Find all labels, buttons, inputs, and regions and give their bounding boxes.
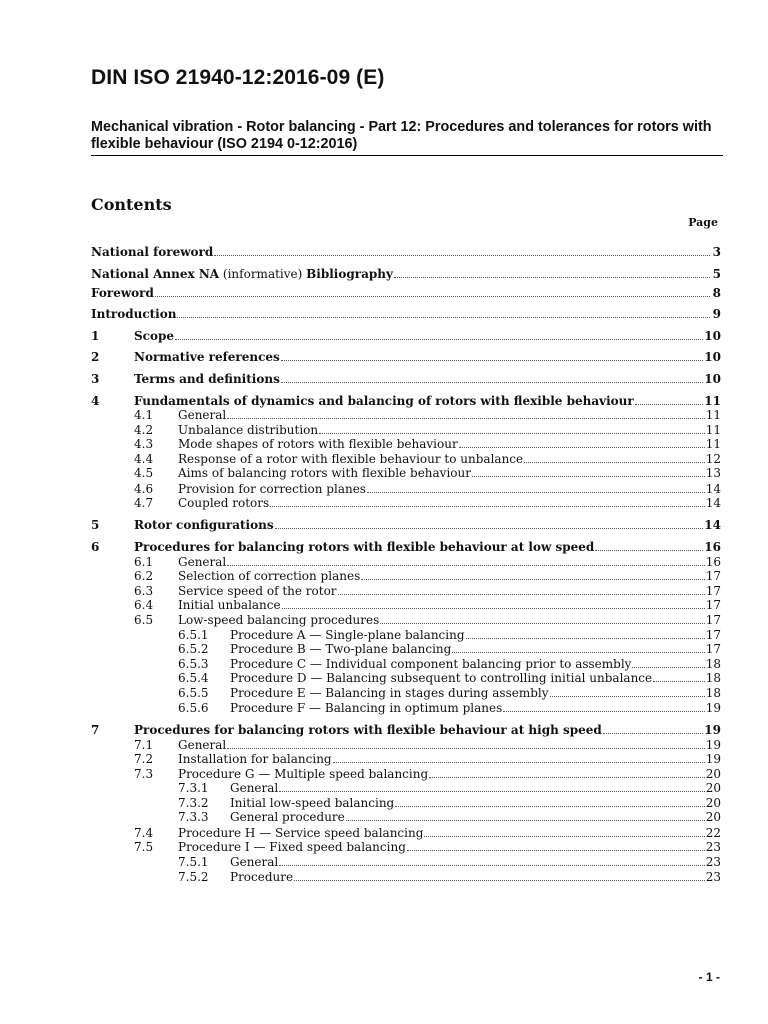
toc-entry-title: General — [178, 555, 227, 569]
toc-entry[interactable] — [178, 686, 721, 701]
dot-leader — [503, 710, 704, 712]
toc-entry[interactable] — [178, 657, 721, 672]
toc-entry-title: Procedure C — Individual component balancing prior to assembly — [230, 657, 632, 671]
toc-entry-page: 18 — [705, 671, 721, 685]
toc-entry[interactable] — [178, 855, 721, 870]
toc-entry[interactable] — [178, 781, 721, 796]
toc-entry-number: 1 — [91, 329, 100, 343]
contents-heading: Contents — [91, 195, 172, 214]
toc-entry-number: 6.5.4 — [178, 671, 209, 685]
toc-entry-number: 6.5.3 — [178, 657, 209, 671]
toc-entry-title: Fundamentals of dynamics and balancing of rotors with flexible behaviour — [134, 394, 634, 408]
dot-leader — [603, 732, 703, 734]
toc-entry-number: 7 — [91, 723, 100, 737]
toc-entry-title: General — [230, 855, 279, 869]
toc-entry-page: 20 — [705, 767, 721, 781]
toc-entry-title: Initial unbalance — [178, 598, 281, 612]
toc-entry-title: Normative references — [134, 350, 280, 364]
toc-entry[interactable] — [134, 496, 721, 511]
toc-entry-number: 6.5.6 — [178, 701, 209, 715]
toc-entry-page: 11 — [705, 437, 721, 451]
dot-leader — [270, 505, 705, 507]
toc-entry-page: 5 — [712, 267, 721, 281]
toc-entry[interactable] — [91, 329, 721, 344]
dot-leader — [319, 432, 705, 434]
dot-leader — [281, 381, 703, 383]
toc-entry-page: 11 — [705, 423, 721, 437]
toc-entry-page: 18 — [705, 657, 721, 671]
dot-leader — [424, 835, 704, 837]
dot-leader — [653, 680, 705, 682]
dot-leader — [279, 790, 704, 792]
toc-entry[interactable] — [91, 245, 721, 260]
toc-entry-title: Selection of correction planes — [178, 569, 361, 583]
toc-entry-page: 14 — [705, 482, 721, 496]
toc-entry[interactable] — [134, 598, 721, 613]
toc-entry-number: 6.5.2 — [178, 642, 209, 656]
dot-leader — [227, 747, 704, 749]
toc-entry-title: Procedures for balancing rotors with flexible behaviour at high speed — [134, 723, 602, 737]
dot-leader — [632, 666, 704, 668]
toc-entry-page: 10 — [704, 350, 721, 364]
dot-leader — [635, 403, 704, 405]
dot-leader — [459, 446, 705, 448]
toc-entry-page: 20 — [705, 810, 721, 824]
dot-leader — [394, 276, 710, 278]
toc-entry-page: 17 — [705, 628, 721, 642]
page-number: - 1 - — [698, 970, 720, 984]
toc-entry-number: 7.5 — [134, 840, 154, 854]
toc-entry-page: 17 — [705, 598, 721, 612]
toc-entry-title: Response of a rotor with flexible behaviour to unbalance — [178, 452, 524, 466]
toc-entry-title: Procedure B — Two-plane balancing — [230, 642, 452, 656]
toc-entry-title: Procedure A — Single-plane balancing — [230, 628, 465, 642]
toc-entry-number: 6.2 — [134, 569, 154, 583]
toc-entry[interactable] — [134, 452, 721, 467]
dot-leader — [279, 864, 704, 866]
dot-leader — [275, 527, 704, 529]
dot-leader — [367, 491, 705, 493]
toc-entry-title: Provision for correction planes — [178, 482, 366, 496]
toc-entry[interactable] — [91, 350, 721, 365]
toc-entry-page: 23 — [705, 855, 721, 869]
toc-entry-title: Introduction — [91, 307, 177, 321]
dot-leader — [380, 622, 704, 624]
toc-entry[interactable] — [178, 701, 721, 716]
toc-entry-number: 7.3 — [134, 767, 154, 781]
toc-entry-title-extra: Bibliography — [306, 267, 393, 281]
toc-entry-page: 9 — [712, 307, 721, 321]
toc-entry[interactable] — [91, 267, 721, 282]
toc-entry-title: Scope — [134, 329, 175, 343]
toc-entry-title: Low-speed balancing procedures — [178, 613, 380, 627]
dot-leader — [333, 761, 705, 763]
toc-entry-page: 22 — [705, 826, 721, 840]
toc-entry-page: 20 — [705, 796, 721, 810]
toc-entry-page: 20 — [705, 781, 721, 795]
toc-entry[interactable] — [134, 466, 721, 481]
dot-leader — [281, 359, 704, 361]
toc-entry-page: 12 — [705, 452, 721, 466]
toc-entry-number: 7.4 — [134, 826, 154, 840]
toc-entry-title: Procedure D — Balancing subsequent to controlling initial unbalance — [230, 671, 653, 685]
toc-entry-title: Initial low-speed balancing — [230, 796, 395, 810]
toc-entry-number: 6 — [91, 540, 100, 554]
toc-entry-title: Procedure I — Fixed speed balancing — [178, 840, 406, 854]
dot-leader — [524, 461, 705, 463]
toc-entry[interactable] — [91, 372, 721, 387]
toc-entry-title: Procedures for balancing rotors with flexible behaviour at low speed — [134, 540, 595, 554]
document-title: DIN ISO 21940-12:2016-09 (E) — [91, 66, 385, 89]
toc-entry-page: 19 — [705, 752, 721, 766]
toc-entry-page: 3 — [712, 245, 721, 259]
toc-entry-number: 6.5.5 — [178, 686, 209, 700]
dot-leader — [346, 819, 705, 821]
toc-entry-page: 10 — [704, 329, 721, 343]
toc-entry-title: Aims of balancing rotors with flexible behaviour — [178, 466, 471, 480]
toc-entry[interactable] — [134, 408, 721, 423]
toc-entry[interactable] — [134, 826, 721, 841]
toc-entry[interactable] — [178, 870, 721, 885]
dot-leader — [550, 695, 705, 697]
toc-entry[interactable] — [134, 423, 721, 438]
toc-entry-page: 16 — [704, 540, 721, 554]
dot-leader — [407, 849, 705, 851]
toc-entry-number: 4.7 — [134, 496, 154, 510]
toc-entry-number: 4.3 — [134, 437, 154, 451]
toc-entry-number: 4.2 — [134, 423, 154, 437]
toc-entry-page: 19 — [705, 701, 721, 715]
dot-leader — [282, 607, 705, 609]
toc-entry-page: 19 — [704, 723, 721, 737]
dot-leader — [227, 417, 704, 419]
dot-leader — [395, 805, 704, 807]
toc-entry[interactable] — [178, 628, 721, 643]
toc-entry-title: General — [178, 738, 227, 752]
toc-entry[interactable] — [178, 671, 721, 686]
toc-entry[interactable] — [91, 518, 721, 533]
toc-entry-number: 4.6 — [134, 482, 154, 496]
toc-entry-number: 7.3.2 — [178, 796, 209, 810]
toc-entry[interactable] — [134, 482, 721, 497]
toc-entry-title: General — [230, 781, 279, 795]
toc-entry[interactable] — [91, 286, 721, 301]
toc-entry-number: 6.1 — [134, 555, 154, 569]
toc-entry-number: 5 — [91, 518, 100, 532]
toc-entry-title: Unbalance distribution — [178, 423, 319, 437]
toc-entry-title: Rotor configurations — [134, 518, 274, 532]
toc-entry-number: 4.1 — [134, 408, 154, 422]
toc-entry[interactable] — [134, 437, 721, 452]
toc-entry-page: 13 — [705, 466, 721, 480]
toc-entry[interactable] — [134, 584, 721, 599]
toc-entry-title: Procedure — [230, 870, 294, 884]
toc-entry-title: National foreword — [91, 245, 214, 259]
toc-entry-title: Procedure F — Balancing in optimum planes — [230, 701, 503, 715]
toc-entry-page: 17 — [705, 569, 721, 583]
toc-entry-title: General procedure — [230, 810, 345, 824]
toc-entry-title: Foreword — [91, 286, 154, 300]
toc-entry-page: 8 — [712, 286, 721, 300]
toc-entry-title: General — [178, 408, 227, 422]
toc-entry-number: 7.1 — [134, 738, 154, 752]
toc-entry-title: Procedure G — Multiple speed balancing — [178, 767, 429, 781]
toc-entry[interactable] — [134, 767, 721, 782]
toc-entry-page: 10 — [704, 372, 721, 386]
toc-entry-number: 4.4 — [134, 452, 154, 466]
toc-entry-page: 23 — [705, 840, 721, 854]
dot-leader — [338, 593, 705, 595]
toc-entry-title: Service speed of the rotor — [178, 584, 337, 598]
dot-leader — [361, 578, 704, 580]
dot-leader — [466, 637, 705, 639]
toc-entry[interactable] — [91, 307, 721, 322]
toc-entry[interactable] — [134, 752, 721, 767]
toc-entry[interactable] — [91, 540, 721, 555]
dot-leader — [227, 564, 704, 566]
toc-entry-number: 7.3.1 — [178, 781, 209, 795]
toc-entry[interactable] — [134, 613, 721, 628]
toc-entry-number: 6.5 — [134, 613, 154, 627]
toc-entry[interactable] — [91, 394, 721, 409]
toc-entry[interactable] — [178, 796, 721, 811]
title-divider — [91, 155, 723, 156]
toc-entry-number: 7.5.1 — [178, 855, 209, 869]
dot-leader — [452, 651, 704, 653]
toc-entry-title: Terms and definitions — [134, 372, 280, 386]
dot-leader — [429, 776, 705, 778]
toc-entry-number: 6.4 — [134, 598, 154, 612]
page-column-label: Page — [688, 216, 718, 229]
toc-entry-number: 7.2 — [134, 752, 154, 766]
toc-entry-page: 16 — [705, 555, 721, 569]
toc-entry-number: 6.3 — [134, 584, 154, 598]
toc-entry-page: 18 — [705, 686, 721, 700]
toc-entry-page: 17 — [705, 613, 721, 627]
toc-entry-title: Mode shapes of rotors with flexible behaviour — [178, 437, 458, 451]
dot-leader — [175, 338, 703, 340]
toc-entry[interactable] — [178, 810, 721, 825]
toc-entry-page: 17 — [705, 642, 721, 656]
toc-entry[interactable] — [134, 738, 721, 753]
toc-entry-number: 7.5.2 — [178, 870, 209, 884]
dot-leader — [177, 316, 710, 318]
toc-entry[interactable] — [134, 569, 721, 584]
toc-entry-number: 7.3.3 — [178, 810, 209, 824]
dot-leader — [472, 475, 705, 477]
toc-entry-title: Coupled rotors — [178, 496, 270, 510]
toc-entry-number: 2 — [91, 350, 100, 364]
document-subtitle: Mechanical vibration - Rotor balancing - Part 12: Procedures and tolerances for rotors with flexible behaviour (ISO 2194 0-12:2016) — [91, 119, 712, 152]
toc-entry-title: Procedure H — Service speed balancing — [178, 826, 424, 840]
toc-entry-page: 11 — [704, 394, 721, 408]
toc-entry-page: 11 — [705, 408, 721, 422]
toc-entry-page: 14 — [704, 518, 721, 532]
toc-entry-note: (informative) — [219, 267, 307, 281]
dot-leader — [155, 295, 710, 297]
toc-entry-title: National Annex NA (informative) Bibliography — [91, 267, 393, 281]
toc-entry-number: 4 — [91, 394, 100, 408]
toc-entry-number: 4.5 — [134, 466, 154, 480]
dot-leader — [214, 254, 710, 256]
toc-entry-title: Installation for balancing — [178, 752, 332, 766]
toc-entry-page: 17 — [705, 584, 721, 598]
toc-entry-number: 3 — [91, 372, 100, 386]
toc-entry[interactable] — [178, 642, 721, 657]
toc-entry-page: 19 — [705, 738, 721, 752]
dot-leader — [595, 549, 703, 551]
toc-entry[interactable] — [134, 555, 721, 570]
toc-entry-title: Procedure E — Balancing in stages during assembly — [230, 686, 549, 700]
dot-leader — [294, 879, 705, 881]
toc-entry-number: 6.5.1 — [178, 628, 209, 642]
toc-entry[interactable] — [134, 840, 721, 855]
toc-entry[interactable] — [91, 723, 721, 738]
toc-entry-page: 23 — [705, 870, 721, 884]
toc-entry-page: 14 — [705, 496, 721, 510]
